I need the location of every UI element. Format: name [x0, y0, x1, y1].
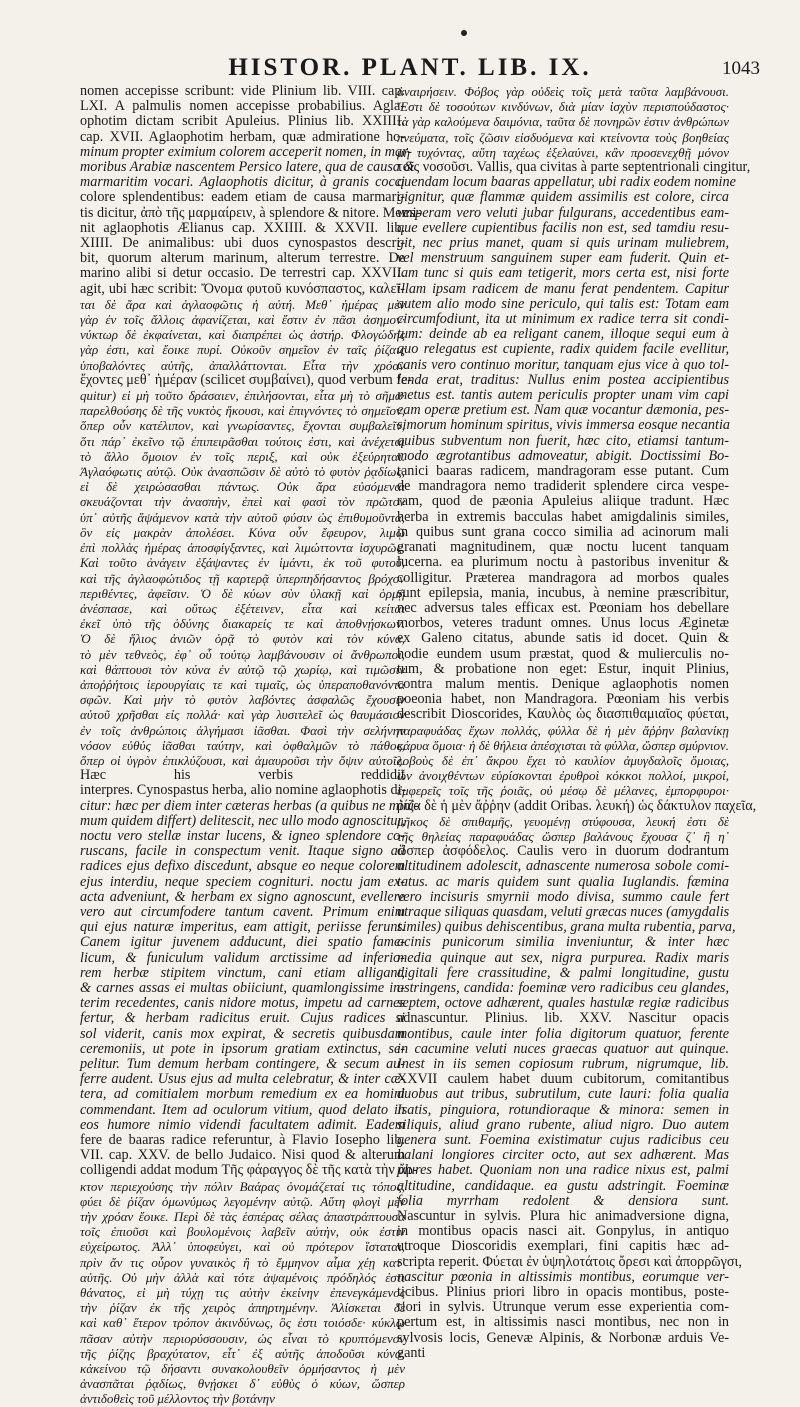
text-line: tatus. ac maris quidem sunt qualia Iuglandis. fæmina [397, 873, 729, 890]
text-line: Ἀγλαόφωτις αὐτῷ. Οὐκ ἀνασπῶσιν δὲ αὐτὸ τὸ φυτὸν ῥᾳδίως, [80, 464, 405, 480]
text-line: siliquis, aliud grano rubente, aliud nigro. Duo autem [397, 1116, 729, 1133]
text-line: τὴν ῥίζαν ἐκ τῆς χειρὸς ἀπηρτημένην. Ἁλίσκεται δὲ [80, 1300, 405, 1316]
printer-mark [461, 30, 467, 36]
text-line: ex Galeno citatus, abunde satis id docet. Quin & [397, 630, 729, 647]
text-line: ticibus. Plinius priori libro in opacis montibus, poste- [397, 1284, 729, 1301]
text-line: ἀντιδοθεὶς τοῦ μέλλοντος τὴν βοτάνην [80, 1391, 275, 1407]
text-line: vero aut circumfodere tantum cavent. Primum enim [80, 903, 405, 920]
text-line: digitali fere crassitudine, & palmi longitudine, gustu [397, 964, 729, 981]
text-line: interpres. Cynospastus herba, alio nomine aglaophotis di- [80, 782, 407, 799]
text-line: Hæc his verbis reddidit [80, 767, 405, 784]
text-line: eam operæ pretium est. Nam quæ vocantur dæmonia, pes- [397, 402, 729, 419]
text-line: canis vero continuo moritur, tanquam ejus vice à quo tol- [397, 356, 729, 373]
text-line: Isatis, pinguiora, rotundioraque & minora: semen in [397, 1101, 729, 1118]
text-line: citur: hæc per diem inter cæteras herbas (a quibus ne mini- [80, 797, 419, 814]
text-line: ferre audent. Usus ejus ad multa celebratur, & inter cæ- [80, 1071, 405, 1088]
text-line: autem alio modo sine periculo, qui talis est: Totam eam [397, 295, 729, 312]
text-line: qui ejus naturæ imperitus, eam attigit, periisse ferunt. [80, 919, 405, 936]
text-line: tum, & probatione non eget: Estur, inquit Plinius, [397, 660, 729, 677]
text-line: vero incisuris smyrnii modo divisa, summo caule fert [397, 888, 729, 905]
text-line: licum, & funiculum validum arctissime ad inferio- [80, 949, 405, 966]
running-head: HISTOR. PLANT. LIB. IX. [228, 54, 592, 81]
text-line: θάνατος, εἰ μὴ τύχῃ τις αὐτὴν ἐκείνην ἐπενεγκάμενος [80, 1285, 405, 1301]
text-line: colligitur. Præterea mandragora ad morbos quales [397, 569, 729, 586]
text-line: bit, quorum alterum marinum, alterum terrestre. De [80, 250, 405, 267]
text-line: herba in extremis bacculas habet amigdalinis similes, [397, 508, 729, 525]
text-line: εἰ δὲ χειρώσασθαι πάντως. Οὐκ ἄρα εὐσόμεναι [80, 479, 405, 495]
text-line: εὐχείρωτος. Ἀλλ᾽ ὑποφεύγει, καὶ οὐ πρότερον ἵσταται, [80, 1239, 405, 1255]
text-line: κάρυα ὅμοια· ἡ δὲ θήλεια ἀπέσχισται τὰ φύλλα, ὥσπερ σμύρνιον. [397, 737, 729, 753]
text-line: παραφυάδας ἔχων πολλάς, φύλλα δὲ ἡ μὲν ἄῤῥην βαλανίκῃ [397, 722, 729, 738]
text-line: Ὁ δὲ ἥλιος ἀνιῶν ὁρᾷ τὸ φυτὸν καὶ τὸν κύνα, [80, 631, 405, 647]
text-line: μὴ τυχόντας, αὕτη ταχέως ἐξελαύνει, κἂν προσενεχθῇ μόνον [397, 144, 729, 160]
text-line: τῆς θηλείας παραφυάδας ὥσπερ βαλάνους ἔχουσα ζ᾽ ἢ η᾽ [397, 828, 729, 844]
text-line: ram, quod de pæonia Apuleius aliique tradunt. Hæc [397, 493, 729, 510]
text-line: mum quidem differt) delitescit, nec ullo modo agnoscitur, [80, 812, 405, 829]
text-line: commendant. Item ad oculorum vitium, quod delato in [80, 1101, 405, 1118]
text-line: riori in sylvis. Utrunque verum esse experientia com- [397, 1299, 729, 1316]
text-line: granati magnitudinem, quæ noctu lucent tanquam [397, 539, 729, 556]
text-line: acta adveniunt, & herbam ex signo agnoscunt, evellere [80, 888, 405, 905]
text-line: duobus aut tribus, subrutilum, cute lauri: folia qualia [397, 1086, 729, 1103]
text-line: γὰρ ἐστι, καὶ ἔοικε πυρί. Οὐκοῦν σημεῖον ἐν ταῖς ῥίζαις [80, 342, 405, 358]
text-line: Inest in iis semen copiosum rubrum, nigrumque, lib. [397, 1056, 729, 1072]
text-line: ὥσπερ ἀσφόδελος. Caulis vero in duorum dodrantum [397, 843, 729, 860]
text-line: κτον περιεχούσης τὴν πόλιν Βαάρας ὀνομάζεταί τις τόπος, [80, 1178, 405, 1194]
text-line: ἀνέσπασε, καὶ οὕτως ἐξέτεινεν, εἶτα καὶ κείται [80, 600, 405, 616]
text-line: & carnes assas ei multas obiiciunt, quamlongissime in- [80, 979, 405, 996]
text-line: marino alibi si detur occasio. De terrestri cap. XXVII. [80, 265, 405, 282]
text-line: in cacumine veluti nuces graecas quatuor aut quinque. [397, 1040, 729, 1057]
text-line: tanici baaras radicem, mandragoram esse putant. Cum [397, 463, 729, 480]
text-line: σφῶν. Καὶ μὴν τὸ φυτὸν λαβόντες ἀσφαλῶς ἔχουσιν [80, 692, 405, 708]
text-line: describit Dioscorides, Καυλὸς ὡς διασπιθαμιαῖος φύεται, [397, 706, 729, 723]
text-line: ganti [397, 1344, 426, 1361]
text-line: Canem igitur juvenem adducunt, diei spatio fame- [80, 934, 405, 951]
text-line: montibus, caule inter folia digitorum quatuor, ferente [397, 1025, 729, 1042]
text-line: καὶ καθ᾽ ἕτερον τρόπον ἀκινδύνως, ὃς ἐστι τοιόσδε· κύκλῳ [80, 1315, 405, 1331]
text-line: eos humore nimio videndi facultatem adimit. Eadem [80, 1116, 405, 1133]
text-line: metus est. tantis autem periculis propter unam vim capi [397, 387, 729, 404]
text-line: καὶ θάπτουσι τὸν κύνα ἐν αὐτῷ τῷ χωρίῳ, καὶ τιμῶσιν [80, 661, 405, 677]
text-line: rem herbæ stipitem vinctum, cani etiam alligant, [80, 964, 405, 981]
text-line: plures habet. Quoniam non una radice nixus est, palmi [397, 1162, 729, 1179]
text-line: ceremoniis, ut pote in ipsorum gratiam extinctus, se- [80, 1040, 405, 1057]
text-line: moribus Arabiæ nascentem Persico latere, qua de causa & [80, 159, 415, 176]
text-line: γὰρ ἐν τοῖς ἄλλοις ἀφανίζεται, καὶ ἔστιν ἐν πᾶσι ἀσημον· [80, 312, 405, 328]
text-line: sunt epilepsia, mania, incubus, à nemine præscribitur, [397, 584, 729, 601]
text-line: colore splendentibus: eadem etiam de causa marmari- [80, 189, 405, 206]
text-line: μῆκος δὲ σπιθαμῆς, γευομένῃ στύφουσα, λευκή ἐστι δὲ [397, 813, 729, 829]
text-line: Καὶ τοῦτο ἀνάγειν ἐξάψαντες ἐν ἱμάντι, ἐκ τοῦ φυτοῦ, [80, 555, 405, 571]
text-line: quibus subventum non fuerit, hæc cito, etiamsi tantum- [397, 432, 729, 449]
text-line: ὑποβαλόντες αὐτῆς, ἀπαλλάττονται. Εἶτα τὴν χρόαν [80, 357, 405, 373]
text-line: morbos, veteres tradunt omnes. Unus locus Æginetæ [397, 615, 729, 632]
text-line: altitudinem adolescit, adnascente numerosa sobole comi- [397, 858, 729, 875]
text-line: ὑπ᾽ αὐτῆς ἅψάμενον κατὰ τὴν αὐτοῦ φύσιν ὡς ἐπιθυμοῦντα, [80, 509, 405, 525]
text-line: λοβοὺς δὲ ἐπ᾽ ἄκρου ἔχει τὸ καυλίον ἀμυγδαλοῖς ὅμοιας, [397, 752, 729, 768]
text-line: cap. XVII. Aglaophotim herbam, quæ admiratione ho- [80, 128, 405, 145]
text-line: utroque Dioscoridis exemplari, fini capitis hæc ad- [397, 1238, 729, 1255]
text-line: Ἔστι δὲ τοσούτων κινδύνων, διὰ μίαν ἰσχὺν περισπούδαστος· [397, 99, 729, 115]
text-line: fere de baaras radice referuntur, à Flavio Iosepho lib. [80, 1132, 405, 1149]
text-line: minum propter eximium colorem acceperit nomen, in mar- [80, 143, 412, 160]
text-line: XXVII caulem habet duum cubitorum, comitantibus [397, 1071, 729, 1088]
right-column [397, 84, 757, 1361]
text-line: nascitur pœonia in altissimis montibus, eorumque ver- [397, 1268, 729, 1285]
text-line: que evellere cupientibus facilis non est, sed tamdiu resu- [397, 219, 729, 236]
text-line: pelitur. Tum demum herbam contingere, & secum au- [80, 1056, 405, 1072]
text-line: πρὶν ἄν τις οὖρον γυναικὸς ἢ τὸ ἔμμηνον αἷμα χέῃ κατ᾽ [80, 1254, 405, 1270]
text-line: adnascuntur. Plinius. lib. XXV. Nascitur opacis [397, 1010, 729, 1027]
text-line: περιθέντες, ἀφεῖσιν. Ὁ δὲ κύων σὺν ὑλακῇ καὶ ὁρμῇ [80, 585, 405, 601]
text-line: marmaritim vocari. Aglaophotis dicitur, à granis cocci [80, 174, 405, 191]
text-line: σκευάζονται τὴν ἀνασπὴν, ἐπεὶ καὶ φασὶ τὸν πρῶτον [80, 494, 405, 510]
text-line: τοῖς ἐπιοῦσι καὶ βουλομένοις λαβεῖν αὐτὴν, οὐκ ἐστιν [80, 1224, 405, 1240]
text-line: ἀναιρήσειν. Φόβος γὰρ οὐδεὶς τοῖς μετὰ ταῦτα λαμβάνουσι. [397, 84, 729, 99]
text-line: colligendi addat modum Τῆς φάραγγος δὲ τῆς κατὰ τὴν ἄρ- [80, 1162, 418, 1179]
page-number: 1043 [722, 58, 760, 79]
text-line: tis dicitur, ἀπὸ τῆς μαρμαίρειν, à splendore & nitore. Memi- [80, 204, 422, 221]
text-line: ἐν τοῖς ἀνθρώποις ἀλγήμασι ἰᾶσθαι. Φασὶ τὴν σελήνην [80, 722, 405, 738]
text-line: αὐτῆς. Οὐ μὴν ἀλλὰ καὶ τότε ἁψαμένοις πρόδηλός ἐστι [80, 1269, 405, 1285]
text-line: acinis punicorum similia inveniuntur, & inter hæc [397, 934, 729, 951]
text-line: nomen accepisse scribunt: vide Plinium lib. VIII. cap. [80, 83, 405, 99]
text-line: circumfodiunt, ita ut minimum ex radice terra sit condi- [397, 311, 729, 328]
text-line: παρελθούσης δὲ τῆς νυκτὸς ἥκουσι, καὶ ἐπιγνόντες τὸ σημεῖον, [80, 403, 405, 419]
text-line: sylvosis locis, Genevæ Alpinis, & Norbonæ arduis Ve- [397, 1329, 729, 1346]
text-line: ruscans, facile in conspectum venit. Itaque signo ad [80, 843, 405, 860]
text-line: vel menstruum sanguinem super eam fuderit. Quin et- [397, 250, 729, 267]
text-line: ejus interdiu, neque speciem cognituri. noctu jam ex- [80, 873, 405, 890]
text-line: modo ægrotantibus admoveatur, abigit. Doctissimi Bo- [397, 447, 729, 464]
text-line: illam ipsam radicem de manu ferat pendentem. Capitur [397, 280, 729, 297]
text-line: nit aglaophotis Ælianus cap. XXIIII. & XXVII. lib. [80, 219, 405, 236]
text-line: ἐπὶ πολλὰς ἡμέρας ἀποσφίγξαντες, καὶ λιμώττοντα ἰσχυρῶς. [80, 540, 405, 556]
text-line: lucerna. ea plurimum noctu à pastoribus invenitur & [397, 554, 729, 571]
text-line: in montibus opacis nasci ait. Gonpylus, in antiquo [397, 1223, 729, 1240]
text-line: XIIII. De animalibus: ubi duos cynospastos descri- [80, 235, 405, 252]
text-line: genera sunt. Foemina existimatur cujus radicibus ceu [397, 1132, 729, 1149]
text-line: gignitur, quæ flammæ quidem assimilis est colore, circa [397, 189, 729, 206]
text-line: tera, ad comitialem morbum remedium ex ea homini [80, 1086, 405, 1103]
text-line: quitur) εἰ μὴ τοῦτο δράσαιεν, ἐπιλήσονται, εἶτα μὴ τὸ σῆμα· [80, 388, 405, 404]
text-line: ῥίζα δὲ ἡ μὲν ἄῤῥην (addit Oribas. λευκή) ὡς δάκτυλον παχεῖα, [397, 797, 757, 814]
text-line: altitudine, candidaque. ea gustu adstringit. Foeminæ [397, 1177, 729, 1194]
text-line: utraque siliquas quasdam, veluti græcas nuces (amygdalis [397, 903, 730, 920]
text-line: in quibus sunt grana cocco similia ad acinorum mali [397, 523, 729, 540]
text-line: balani longiores circiter octo, aut sex adhærent. Mas [397, 1147, 729, 1164]
text-line: folia myrrham redolent & densiora sunt. [397, 1192, 729, 1209]
text-line: LXI. A palmulis nomen accepisse probabilius. Agla- [80, 98, 405, 115]
text-line: terim recedentes, canis nidore motus, impetu ad carnes [80, 995, 405, 1012]
text-line: πνεύματα, τοῖς ζῶσιν εἰσδυόμενα καὶ κτείνοντα τοὺς βοηθείας [397, 129, 729, 145]
text-line: κἀκείνου τῷ δήσαντι συνακολουθεῖν ὁρμήσαντος ἡ μὲν [80, 1361, 405, 1377]
text-line: ophotim dictam scribit Apuleius. Plinius lib. XXIIII. [80, 113, 405, 130]
text-line: ται δὲ ἄρα καὶ ἀγλαοφῶτις ἡ αὐτή. Μεθ᾽ ἡμέρας μὲν [80, 296, 405, 312]
text-line: lenda erat, traditus: Nullus enim postea accipientibus [397, 371, 729, 388]
text-line: ὅπερ οἱ ὑγρὸν ἐπικλύζουσι, καὶ ἀμαυροῦσι τὴν ὄψιν αὐτοῖς. [80, 752, 405, 768]
text-line: νόσον εὐθύς ἰᾶσθαι ταύτην, καὶ ὀφθαλμῶν τὸ πάθος, [80, 737, 405, 753]
text-line: ὅτι πάρ᾽ ἐκεῖνο τῷ ἐπιπειρᾶσθαι τούτοις ἐστι, καὶ ἀνέχεται [80, 433, 405, 449]
text-line: de mandragora nemo tradiderit splendere circa vespe- [397, 478, 729, 495]
text-line: iam tunc si quis eam tetigerit, mors certa est, nisi forte [397, 265, 729, 282]
text-line: τὰ γὰρ καλούμενα δαιμόνια, ταῦτα δὲ πονηρῶν ἐστιν ἀνθρώπων [397, 114, 729, 130]
text-line: ὅπερ οὖν κατέλιπον, καὶ γνωρίσαντες, ἔχονται συμβαλεῖν, [80, 418, 405, 434]
text-line: vesperam vero veluti jubar fulgurans, accedentibus eam- [397, 204, 729, 221]
text-line: quo relegatus est cupiente, radix quidem facile evellitur, [397, 341, 729, 358]
text-line: git, nec prius manet, quam si quis urinam muliebrem, [397, 235, 729, 252]
text-line: radices ejus defixo discedunt, absque eo neque colorem [80, 858, 405, 875]
text-line: hodie eundem usum præstat, quod & mulierculis no- [397, 645, 729, 662]
text-line: αὐτοῦ χρῆσθαι εἰς πολλά· καὶ γὰρ λυσιτελεῖ ὡς θαυμάσιον [80, 707, 405, 723]
text-line: fertur, & herbam radicitus eruit. Cujus radices si [80, 1010, 405, 1027]
text-line: Nascuntur in sylvis. Plura hic animadversione digna, [397, 1208, 729, 1225]
text-line: similes) quibus dehiscentibus, grana multa rubentia, parva, [397, 919, 736, 936]
text-line: ὧν ἀνοιχθέντων εὑρίσκονται ἐρυθροὶ κόκκοι πολλοί, μικροί, [397, 768, 729, 784]
text-line: quendam locum baaras appellatur, ubi radix eodem nomine [397, 174, 736, 191]
text-line: noctu vero stellæ instar lucens, & igneo splendore co- [80, 827, 405, 844]
text-line: τὴν χρόαν ἔοικε. Περὶ δὲ τὰς ἑσπέρας σέλας ἀπαστράπτουσα [80, 1209, 405, 1225]
text-line: τὸ ἄλλο ὅμοιον ἐν τοῖς περιξ, καὶ οὐκ ἐξεύρηται. [80, 448, 405, 464]
text-line: simorum hominum spiritus, vivis immersa eosque necantia [397, 417, 730, 434]
text-line: ἐκεῖ ὑπὸ τῆς ὁδύνης διακαρείς τε καὶ ἀποθνῄσκων. [80, 616, 405, 632]
text-line: VII. cap. XXV. de bello Judaico. Nisi quod & alterum [80, 1147, 405, 1164]
text-line: pertum est, in altissimis nasci montibus, nec non in [397, 1314, 729, 1331]
text-line: septem, octove adhærent, quales hastulæ regiæ radicibus [397, 995, 729, 1012]
text-line: poeonia habet, non Mandragora. Pœoniam his verbis [397, 691, 729, 708]
text-line: ἀποῤῥήτοις ἱερουργίαις τε καὶ τιμαῖς, ὡς ὑπεραποθανόντα [80, 676, 405, 692]
text-line: τὸ μὲν τεθνεὸς, ἐφ᾽ οὗ τούτῳ λαμβάνουσιν οἱ ἄνθρωποι, [80, 646, 405, 662]
text-line: πᾶσαν αὐτὴν περιορύσσουσιν, ὡς εἶναι τὸ κρυπτόμενον [80, 1330, 405, 1346]
text-line: καὶ τῆς ἀγλαοφώτιδος τῇ καρτερᾷ ὑπερπηδήσαντος βρόχον [80, 570, 405, 586]
text-line: τῆς ῥίζης βραχύτατον, εἶτ᾽ ἐξ αὐτῆς ἀποδοῦσι κύνα, [80, 1345, 405, 1361]
text-line: ἀνασπᾶται ῥᾳδίως, θνῄσκει δ᾽ εὐθὺς ὁ κύων, ὥσπερ [80, 1376, 405, 1392]
text-line: ἐμφερεῖς τοῖς τῆς ῥοιᾶς, οὐ μέσῳ δὲ μέλανες, ἐμπορφυροι· [397, 783, 729, 799]
text-line: agit, ubi hæc scribit: Ὄνομα φυτοῦ κυνόσπαστος, καλεῖ- [80, 280, 405, 297]
text-line: ἔχοντες μεθ᾽ ἡμέραν (scilicet συμβαίνει), quod verbum fe- [80, 371, 413, 388]
text-line: φύει δὲ ῥίζαν ὁμωνύμως λεγομένην αὐτῷ. Αὕτη φλογὶ μὲν [80, 1193, 405, 1209]
text-line: νύκτωρ δὲ ἐκφαίνεται, καὶ διαπρέπει ὡς ἀστήρ. Φλογώδης [80, 327, 405, 343]
text-line: contra malum mentis. Denique aglaophotis nomen [397, 675, 729, 692]
text-line: astringens, candida: foeminæ vero radicibus ceu glandes, [397, 979, 729, 996]
text-line: ὃν εἰς μακρὰν ἀπολέσει. Κύνα οὖν ἔφευρον, λιμῷ [80, 524, 405, 540]
text-line: tum: deinde ab ea religant canem, illoque sequi eum à [397, 326, 729, 343]
text-line: media quinque aut sex, nigra purpurea. Radix maris [397, 949, 729, 966]
text-line: sol viderit, canis mox expirat, & secretis quibusdam [80, 1025, 405, 1042]
text-line: τοῖς νοσοῦσι. Vallis, qua civitas à parte septentrionali cingitur, [397, 159, 751, 176]
text-line: nec adversus tales efficax est. Pœoniam hos debellare [397, 599, 729, 616]
text-line: scripta reperit. Φύεται ἐν ὑψηλοτάτοις ὄρεσι καὶ ἀπορρῶγσι, [397, 1253, 742, 1270]
